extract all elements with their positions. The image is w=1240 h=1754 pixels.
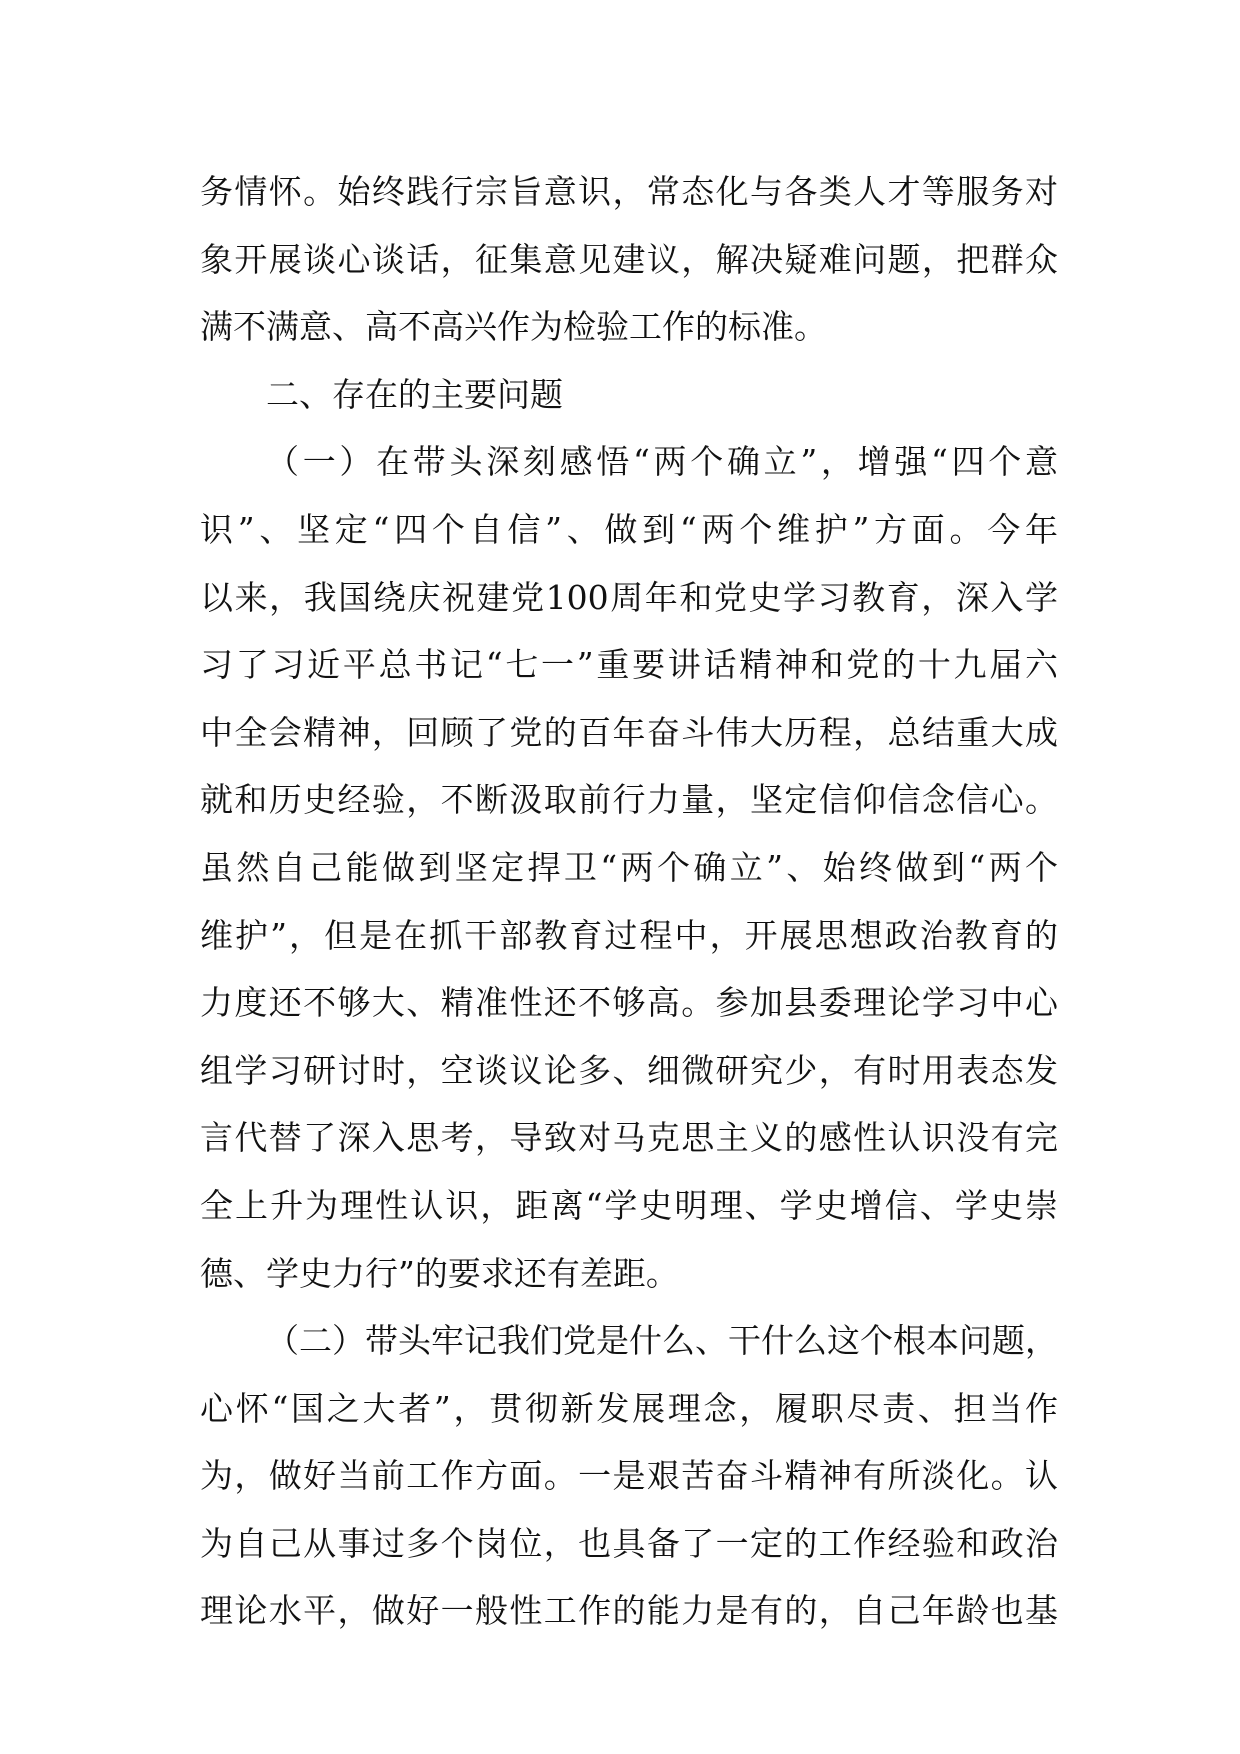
text-line-13: 力度还不够大、精准性还不够高。参加县委理论学习中心 [200,983,1058,1023]
document-page [200,158,1058,1645]
text-line-16: 全上升为理性认识，距离“学史明理、学史增信、学史崇 [200,1185,1058,1225]
text-line-9: 中全会精神，回顾了党的百年奋斗伟大历程，总结重大成 [200,712,1058,752]
text-line-2: 象开展谈心谈话，征集意见建议，解决疑难问题，把群众 [200,239,1058,279]
text-line-6: 识”、坚定“四个自信”、做到“两个维护”方面。今年 [200,509,1058,549]
text-line-19: 心怀“国之大者”，贯彻新发展理念，履职尽责、担当作 [200,1388,1058,1428]
text-line-7: 以来，我国绕庆祝建党100周年和党史学习教育，深入学 [200,577,1058,617]
text-line-11: 虽然自己能做到坚定捍卫“两个确立”、始终做到“两个 [200,847,1058,887]
text-line-12: 维护”，但是在抓干部教育过程中，开展思想政治教育的 [200,915,1058,955]
text-line-14: 组学习研讨时，空谈议论多、细微研究少，有时用表态发 [200,1050,1058,1090]
text-line-20: 为，做好当前工作方面。一是艰苦奋斗精神有所淡化。认 [200,1456,1058,1496]
text-line-22: 理论水平，做好一般性工作的能力是有的，自己年龄也基 [200,1591,1058,1631]
subsection-2-first-line: （二）带头牢记我们党是什么、干什么这个根本问题， [266,1321,1058,1361]
text-line-15: 言代替了深入思考，导致对马克思主义的感性认识没有完 [200,1118,1058,1158]
text-line-3: 满不满意、高不高兴作为检验工作的标准。 [200,307,827,347]
text-line-8: 习了习近平总书记“七一”重要讲话精神和党的十九届六 [200,645,1058,685]
text-line-17: 德、学史力行”的要求还有差距。 [200,1253,679,1293]
text-line-21: 为自己从事过多个岗位，也具备了一定的工作经验和政治 [200,1523,1058,1563]
text-line-1: 务情怀。始终践行宗旨意识，常态化与各类人才等服务对 [200,172,1058,211]
section-heading: 二、存在的主要问题 [266,374,563,414]
text-line-10: 就和历史经验，不断汲取前行力量，坚定信仰信念信心。 [200,780,1058,820]
subsection-1-first-line: （一）在带头深刻感悟“两个确立”，增强“四个意 [266,442,1058,482]
